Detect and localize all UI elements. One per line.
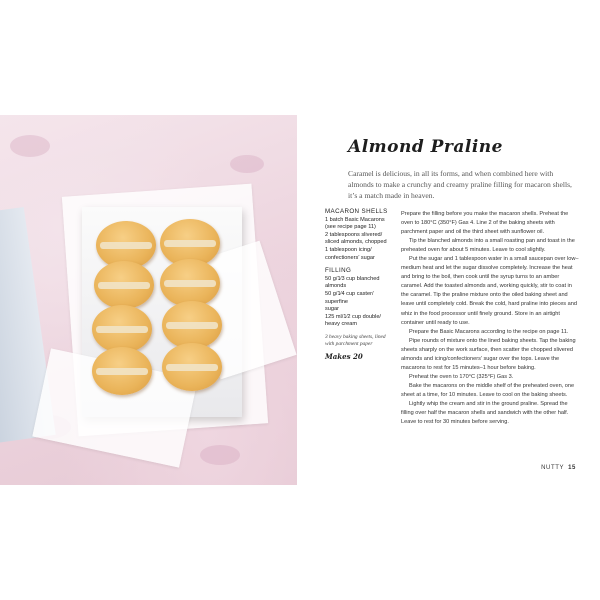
equipment-note: 3 heavy baking sheets, lined with parchment paper (325, 333, 386, 347)
macaron (92, 305, 152, 353)
method-steps (401, 210, 579, 427)
recipe-title: Almond Praline (348, 137, 503, 157)
macaron (162, 343, 222, 391)
ingredient-section-filling (325, 267, 393, 329)
ingredient-item: 2 tablespoons slivered/ sliced almonds, chopped (325, 231, 387, 246)
ingredient-item: 50 g/1⁄4 cup caster/ superfine (325, 290, 374, 305)
page-number: 15 (568, 465, 576, 471)
macaron (94, 261, 154, 309)
ingredient-item: sugar (325, 306, 339, 313)
method-step: Preheat the oven to 170°C (325°F) Gas 3. (409, 373, 514, 380)
method-step: Pipe rounds of mixture onto the lined baking sheets. Tap the baking sheets sharply on the work surface, then scatter the chopped slivered almonds and icing/confectioners’ sugar over the tops. Leave the macarons to rest for 15 minutes–1 hour before baking. (401, 337, 576, 371)
method-step: Bake the macarons on the middle shelf of the preheated oven, one sheet at a time, for 10 minutes. Leave to cool on the baking sheets. (401, 382, 575, 398)
recipe-photo (0, 115, 297, 485)
floral-pattern (10, 135, 50, 157)
ingredient-item: 1 batch Basic Macarons (see recipe page 11) (325, 216, 385, 231)
floral-pattern (230, 155, 264, 173)
method-step: Tip the blanched almonds into a small roasting pan and toast in the preheated oven for about 5 minutes. Leave to cool slightly. (401, 238, 575, 254)
recipe-intro: Caramel is delicious, in all its forms, and when combined here with almonds to make a crunchy and creamy praline filling for macaron shells, it’s a match made in heaven. (348, 169, 572, 200)
ingredient-item: 125 ml/1⁄2 cup double/ heavy cream (325, 313, 381, 328)
section-label: NUTTY (541, 465, 565, 471)
ingredients-panel (325, 208, 393, 360)
method-step: Lightly whip the cream and stir in the ground praline. Spread the filling over half the macaron shells and sandwich with the other half. Leave to rest for 30 minutes before serving. (401, 400, 569, 426)
recipe-yield: Makes 20 (325, 351, 363, 361)
method-step: Prepare the filling before you make the macaron shells. Preheat the oven to 180°C (350°F) Gas 4. Line 2 of the baking sheets with parchment paper and oil the third sheet with sunflower oil. (401, 211, 569, 236)
floral-pattern (200, 445, 240, 465)
macaron (162, 301, 222, 349)
method-step: Put the sugar and 1 tablespoon water in a small saucepan over low–medium heat and let the sugar dissolve completely. Increase the heat and bring to the boil, then cook until the syrup turns to an amber caramel. Add the toasted almonds and, working quickly, stir to coat in the caramel. Tip the praline mixture onto the oiled baking sheet and leave until completely cold. Break the cold, hard praline into pieces and whiz in the food processor until finely ground. Store in an airtight container until ready to use. (401, 256, 579, 326)
method-step: Prepare the Basic Macarons according to the recipe on page 11. (409, 328, 569, 335)
ingredient-item: 50 g/1⁄3 cup blanched almonds (325, 275, 380, 290)
ingredient-section-shells (325, 208, 393, 262)
ingredient-list (325, 276, 393, 329)
ingredient-heading: FILLING (325, 267, 352, 275)
page-footer (541, 465, 576, 471)
ingredient-item: 1 tablespoon icing/ confectioners’ sugar (325, 246, 375, 261)
ingredient-list (325, 217, 393, 263)
macaron (92, 347, 152, 395)
ingredient-heading: MACARON SHELLS (325, 208, 388, 215)
macaron (160, 259, 220, 307)
